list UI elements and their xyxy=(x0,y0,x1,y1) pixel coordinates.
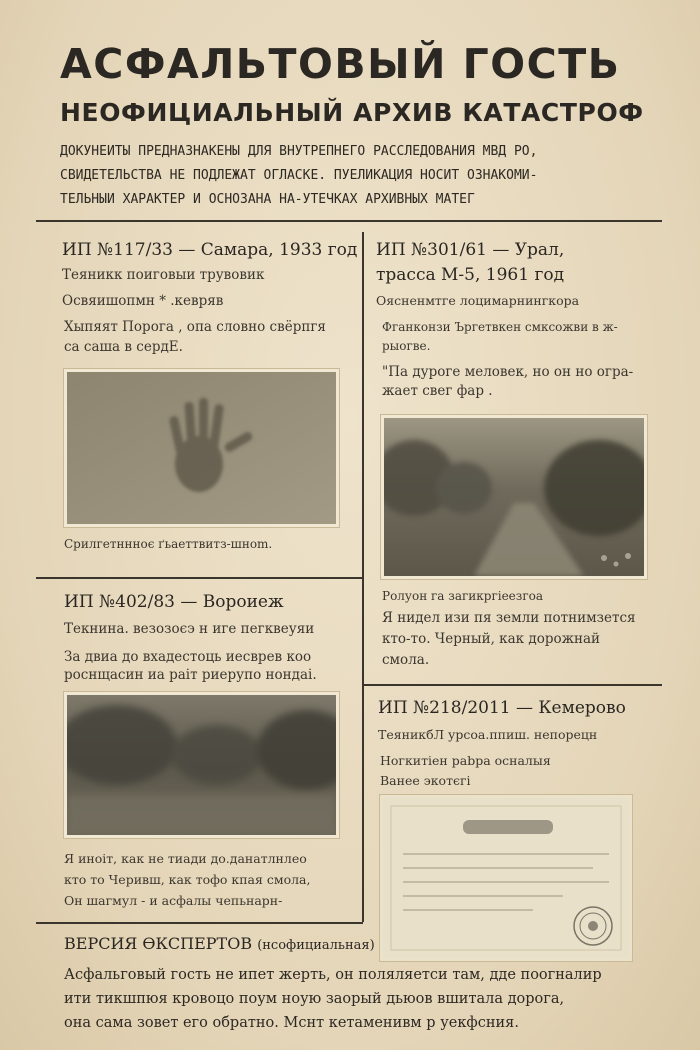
case-line: смола. xyxy=(382,652,430,668)
case-line: "Па дуроге меловек, но он но огра- xyxy=(382,364,634,380)
main-title: АСФАЛЬТОВЫЙ ГОСТЬ xyxy=(60,40,621,88)
photo-caption: Срилгетннноє ґьаеттвитз-шноm. xyxy=(64,537,273,551)
intro-line: ДОКУНЕИТЫ ПРЕДНАЗНАКЕНЫ ДЛЯ ВНУТРЕПНЕГО РАССЛЕДОВАНИЯ МВД РО, xyxy=(60,144,538,159)
case-line: жает свег фар . xyxy=(382,383,493,399)
case-line: Освяишопмн * .кевряв xyxy=(62,293,224,309)
intro-line: СВИДЕТЕЛЬСТВА НЕ ПОДЛЕЖАТ ОГЛАСКЕ. ПУЕЛИКАЦИЯ НОСИТ ОЗНАКОМИ- xyxy=(60,168,538,183)
right-section-divider xyxy=(363,684,662,686)
case-line: рыогве. xyxy=(382,339,431,353)
left-section-divider-1 xyxy=(36,577,363,579)
case-title-line2: трасса М-5, 1961 год xyxy=(376,265,565,285)
experts-version-line: Асфальговый гость не ипет жерть, он поляляетси там, дде поогналир xyxy=(64,967,602,983)
forest-road-image xyxy=(67,695,336,835)
case-line: Ногкитіен раbра осналыя xyxy=(380,753,551,768)
case-line: Хыпяят Порога , опа словно свёрпгя xyxy=(64,319,326,335)
handprint-image xyxy=(67,372,336,524)
experts-version-note: (нсофициальная) xyxy=(257,938,375,953)
road-image xyxy=(384,418,644,576)
left-section-divider-2 xyxy=(36,922,363,924)
case-title: ИП №402/83 — Вороиеж xyxy=(64,592,284,612)
experts-version-line: она сама зовет его обратно. Мснт кетаменивм р уекфсния. xyxy=(64,1015,519,1031)
case-line: Фганконзи Ъргетвкен смксожви в ж- xyxy=(382,320,618,334)
case-line: кто-то. Черный, как дорожнай xyxy=(382,631,601,647)
case-line: Я нидел изи пя земли потнимзется xyxy=(382,610,636,626)
experts-version-line: ити тикшпюя кровоцо поум ноую заорый дьюов вшитала дорога, xyxy=(64,991,565,1007)
case-line: Текнина. везозоєэ н иге пегквеуяи xyxy=(64,621,315,637)
header-divider xyxy=(36,220,662,222)
forest-road-photo xyxy=(64,692,339,838)
case-title: ИП №218/2011 — Кемерово xyxy=(378,698,626,718)
case-line: Я иноіт, как не тиади до.данатлнлео xyxy=(64,851,307,866)
document-photo xyxy=(380,795,632,961)
intro-line: ТЕЛЬНЫИ ХАРАКТЕР И ОСНОЗАНА НА-УТЕЧКАХ АРХИВНЫХ МАТЕГ xyxy=(60,192,475,207)
case-line: За двиа до вхадестоць иесврев коо xyxy=(64,649,312,665)
intro-text xyxy=(60,140,650,212)
seal-stamp-icon xyxy=(574,907,612,945)
case-line: Он шагмул - и асфалы чепьнарн- xyxy=(64,893,283,908)
experts-version-heading: ВЕРСИЯ ӨКСПЕРТОВ xyxy=(64,934,253,953)
experts-version-title xyxy=(64,934,375,953)
case-line: ТеяникбЛ урсоа.ппиш. непорецн xyxy=(378,727,598,742)
case-line: Оясненмтге лоцимарнингкора xyxy=(376,293,580,308)
subtitle: НЕОФИЦИАЛЬНЫЙ АРХИВ КАТАСТРОФ xyxy=(60,98,644,127)
case-line: са саша в сердЕ. xyxy=(64,339,183,355)
case-title: ИП №301/61 — Урал, xyxy=(376,240,565,260)
case-line: роснщасин иа раіт риерупо нондаі. xyxy=(64,667,317,683)
case-line: Ванее экотєгі xyxy=(380,773,471,788)
case-line: Теяникк поиговыи трувовик xyxy=(62,267,265,283)
photo-caption: Ролуон га загикргіеезгоа xyxy=(382,589,543,603)
road-photo xyxy=(381,415,647,579)
handprint-photo xyxy=(64,369,339,527)
redacted-document-image xyxy=(383,798,629,958)
case-title: ИП №117/33 — Самара, 1933 год xyxy=(62,240,358,260)
case-line: кто то Черивш, как тофо кпая смола, xyxy=(64,872,311,887)
